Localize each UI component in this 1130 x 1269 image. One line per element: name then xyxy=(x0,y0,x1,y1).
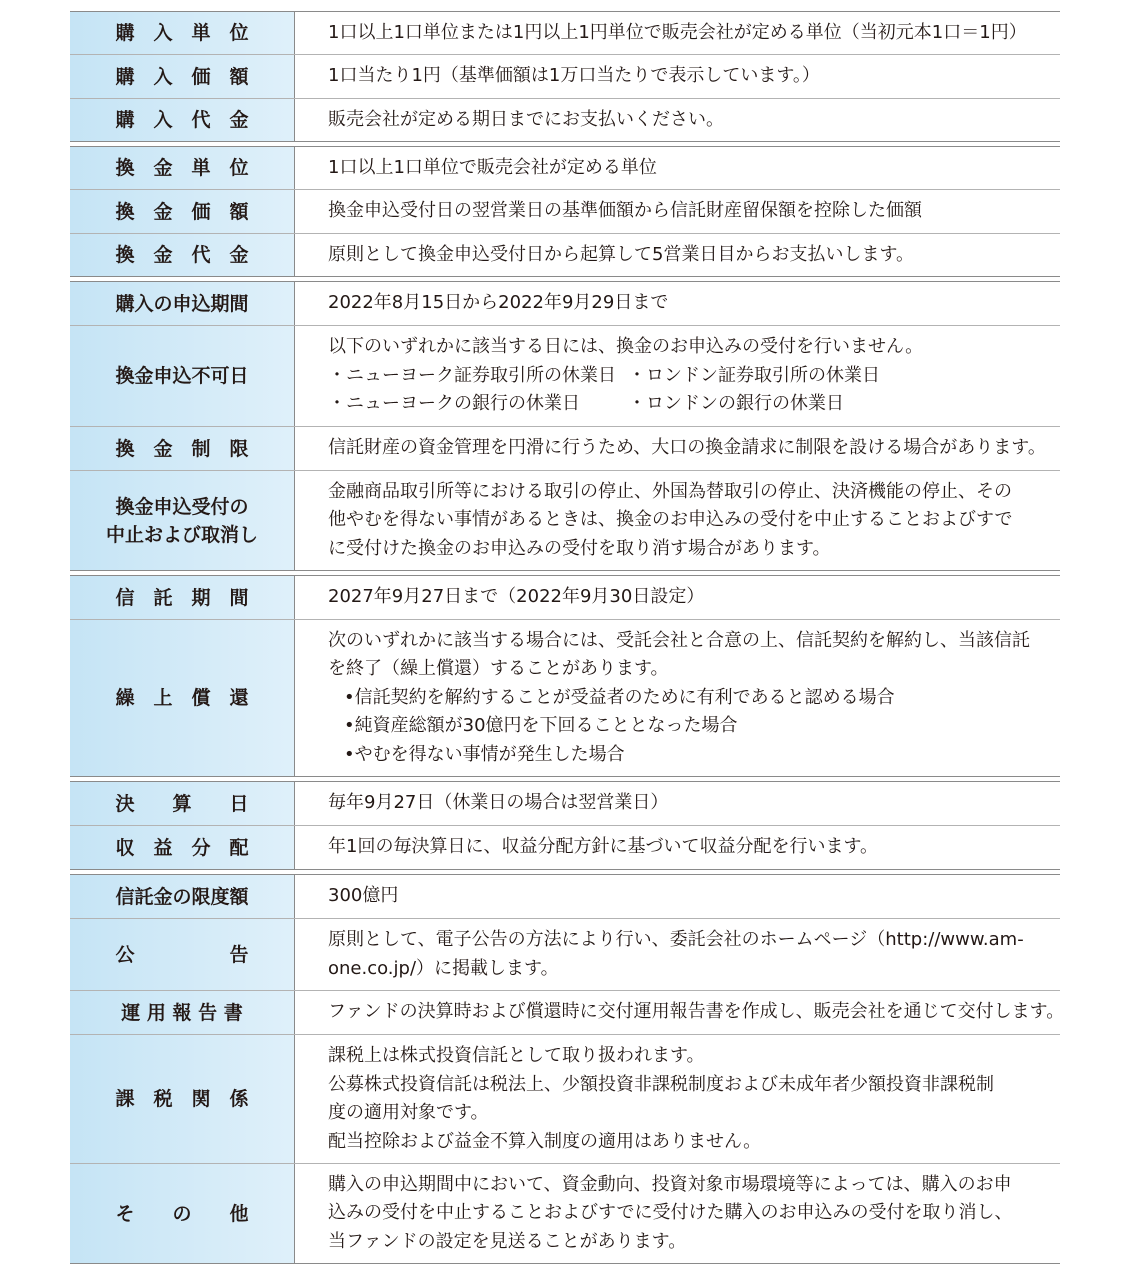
row-label: 換金申込不可日 xyxy=(70,326,295,426)
table-group xyxy=(70,146,1060,277)
row-value xyxy=(295,919,1060,990)
row-value xyxy=(295,99,1060,141)
row-value xyxy=(295,991,1074,1034)
row-label: 収 益 分 配 xyxy=(70,826,295,869)
row-value xyxy=(295,190,1060,233)
row-label: 換 金 制 限 xyxy=(70,427,295,470)
table-row xyxy=(70,98,1060,141)
table-group xyxy=(70,281,1060,571)
table-row xyxy=(70,233,1060,276)
row-label: 課 税 関 係 xyxy=(70,1035,295,1163)
value-line: 1口以上1口単位または1円以上1円単位で販売会社が定める単位（当初元本1口＝1円） xyxy=(328,21,1027,43)
row-label: 運 用 報 告 書 xyxy=(70,991,295,1034)
value-line: 信託財産の資金管理を円滑に行うため、大口の換金請求に制限を設ける場合があります。 xyxy=(328,437,1046,459)
row-label: 購入の申込期間 xyxy=(70,282,295,325)
value-line: を終了（繰上償還）することがあります。 xyxy=(328,658,669,680)
row-label: 換 金 単 位 xyxy=(70,147,295,189)
value-line: 配当控除および益金不算入制度の適用はありません。 xyxy=(328,1130,762,1152)
table-row xyxy=(70,12,1060,54)
row-value xyxy=(295,1164,1060,1263)
value-line: 原則として、電子公告の方法により行い、委託会社のホームページ（http://www.am- xyxy=(328,929,1024,950)
table-group xyxy=(70,11,1060,142)
row-label: 信 託 期 間 xyxy=(70,576,295,619)
value-line: 年1回の毎決算日に、収益分配方針に基づいて収益分配を行います。 xyxy=(328,836,879,858)
row-value xyxy=(295,147,1060,189)
table-row xyxy=(70,918,1060,990)
row-value xyxy=(295,826,1060,869)
row-value xyxy=(295,782,1060,825)
table-row xyxy=(70,189,1060,233)
value-line: 1口当たり1円（基準価額は1万口当たりで表示しています。） xyxy=(328,65,820,87)
value-line: 2022年8月15日から2022年9月29日まで xyxy=(328,292,669,314)
row-value xyxy=(295,471,1060,570)
value-line: 以下のいずれかに該当する日には、換金のお申込みの受付を行いません。 xyxy=(328,336,924,358)
value-line: 公募株式投資信託は税法上、少額投資非課税制度および未成年者少額投資非課税制 xyxy=(328,1073,994,1095)
row-label: 換 金 価 額 xyxy=(70,190,295,233)
row-label: そ の 他 xyxy=(70,1164,295,1263)
row-value xyxy=(295,875,1060,918)
table-row xyxy=(70,990,1065,1034)
value-line: 度の適用対象です。 xyxy=(328,1102,489,1123)
value-line: 課税上は株式投資信託として取り扱われます。 xyxy=(328,1045,705,1066)
value-line: 2027年9月27日まで（2022年9月30日設定） xyxy=(328,586,705,608)
value-line: one.co.jp/）に掲載します。 xyxy=(328,957,559,979)
row-value xyxy=(295,55,1060,98)
row-label: 購 入 単 位 xyxy=(70,12,295,54)
row-value xyxy=(295,576,1060,619)
value-line: 毎年9月27日（休業日の場合は翌営業日） xyxy=(328,792,669,814)
bullet-item: •信託契約を解約することが受益者のために有利であると認める場合 xyxy=(344,686,895,708)
value-line: 込みの受付を中止することおよびすでに受付けた購入のお申込みの受付を取り消し、 xyxy=(328,1202,1013,1224)
table-group xyxy=(70,781,1060,870)
value-line: 金融商品取引所等における取引の停止、外国為替取引の停止、決済機能の停止、その xyxy=(328,480,1012,502)
value-line: 他やむを得ない事情があるときは、換金のお申込みの受付を中止することおよびすで xyxy=(328,509,1013,531)
value-line: 販売会社が定める期日までにお支払いください。 xyxy=(328,108,724,130)
value-line: 1口以上1口単位で販売会社が定める単位 xyxy=(328,156,657,178)
value-line: に受付けた換金のお申込みの受付を取り消す場合があります。 xyxy=(328,537,831,559)
value-line: 当ファンドの設定を見送ることがあります。 xyxy=(328,1230,687,1252)
pair-item: ・ニューヨーク証券取引所の休業日 xyxy=(328,364,616,386)
row-value xyxy=(295,620,1060,776)
table-row xyxy=(70,282,1060,325)
row-label: 換 金 代 金 xyxy=(70,234,295,276)
value-line: 換金申込受付日の翌営業日の基準価額から信託財産留保額を控除した価額 xyxy=(328,200,922,222)
value-line: ファンドの決算時および償還時に交付運用報告書を作成し、販売会社を通じて交付します。 xyxy=(328,1001,1065,1023)
value-line: 300億円 xyxy=(328,885,399,907)
value-line: 購入の申込期間中において、資金動向、投資対象市場環境等によっては、購入のお申 xyxy=(328,1173,1012,1195)
value-pair xyxy=(328,390,1050,419)
row-label: 決 算 日 xyxy=(70,782,295,825)
table-row xyxy=(70,782,1060,825)
value-pair xyxy=(328,362,1050,391)
table-row xyxy=(70,619,1060,776)
row-value xyxy=(295,326,1060,426)
bullet-item: •純資産総額が30億円を下回ることとなった場合 xyxy=(344,715,738,737)
table-row xyxy=(70,825,1060,869)
row-label: 繰 上 償 還 xyxy=(70,620,295,776)
table-group xyxy=(70,874,1065,1264)
value-line: 原則として換金申込受付日から起算して5営業日目からお支払いします。 xyxy=(328,243,915,265)
bullet-item: •やむを得ない事情が発生した場合 xyxy=(344,743,625,765)
table-row xyxy=(70,426,1060,470)
pair-item: ・ロンドン証券取引所の休業日 xyxy=(628,364,880,386)
table-row xyxy=(70,147,1060,189)
table-row xyxy=(70,875,1060,918)
table-group xyxy=(70,575,1060,777)
table-row xyxy=(70,325,1060,426)
row-value xyxy=(295,427,1060,470)
table-row xyxy=(70,576,1060,619)
row-value xyxy=(295,1035,1060,1163)
row-label: 信託金の限度額 xyxy=(70,875,295,918)
table-row xyxy=(70,470,1060,570)
row-value xyxy=(295,234,1060,276)
fund-terms-table xyxy=(70,11,1065,1264)
pair-item: ・ニューヨークの銀行の休業日 xyxy=(328,393,580,415)
row-label: 換金申込受付の 中止および取消し xyxy=(70,471,295,570)
row-label: 購 入 代 金 xyxy=(70,99,295,141)
value-line: 次のいずれかに該当する場合には、受託会社と合意の上、信託契約を解約し、当該信託 xyxy=(328,629,1030,651)
table-row xyxy=(70,1034,1060,1163)
pair-item: ・ロンドンの銀行の休業日 xyxy=(628,393,844,415)
table-row xyxy=(70,54,1060,98)
row-label: 購 入 価 額 xyxy=(70,55,295,98)
row-value xyxy=(295,282,1060,325)
row-value xyxy=(295,12,1060,54)
row-label: 公 告 xyxy=(70,919,295,990)
table-row xyxy=(70,1163,1060,1263)
